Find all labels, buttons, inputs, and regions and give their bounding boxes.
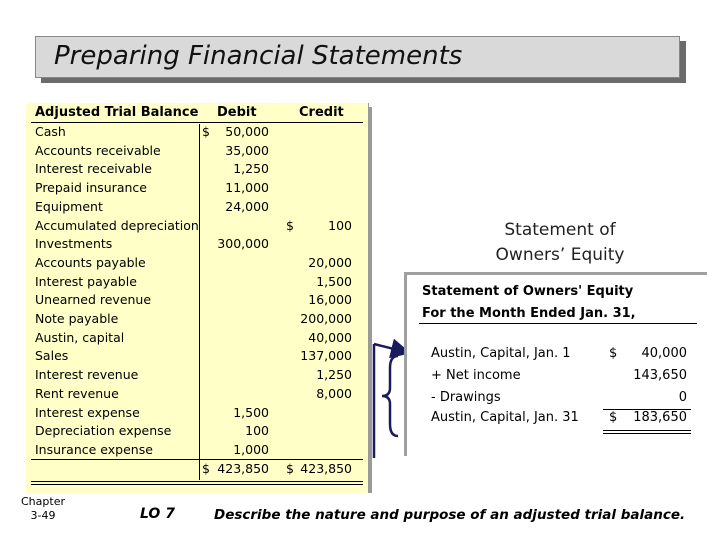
- column-separator: [199, 161, 200, 180]
- double-underline-top: [603, 430, 691, 431]
- table-row: [26, 292, 369, 311]
- column-separator: [199, 311, 200, 330]
- equity-value: 183,650: [633, 410, 687, 425]
- table-row: [26, 143, 369, 162]
- list-item: [407, 410, 707, 430]
- column-separator: [199, 199, 200, 218]
- equity-value: 40,000: [641, 346, 687, 361]
- learning-objective: LO 7: [140, 506, 175, 522]
- credit-amount: 1,250: [316, 367, 352, 383]
- debit-amount: 35,000: [225, 142, 269, 158]
- debit-amount: 50,000: [225, 124, 269, 139]
- credit-amount: 1,500: [316, 273, 352, 289]
- account-name: Insurance expense: [35, 441, 153, 457]
- table-row: [26, 311, 369, 330]
- table-row: [26, 330, 369, 349]
- double-underline-bottom: [603, 433, 691, 434]
- owners-equity-caption: Statement of Owners’ Equity: [495, 220, 625, 265]
- column-separator: [199, 236, 200, 255]
- column-separator: [199, 367, 200, 386]
- column-separator: [199, 405, 200, 424]
- table-row: [26, 348, 369, 367]
- trial-balance-panel: [26, 103, 369, 493]
- chapter-label: [14, 495, 72, 523]
- account-name: Austin, capital: [35, 329, 125, 345]
- subtotal-underline: [603, 409, 691, 410]
- totals-debit: 423,850: [217, 461, 269, 476]
- column-separator: [199, 143, 200, 162]
- table-row: [26, 255, 369, 274]
- debit-amount: 11,000: [225, 180, 269, 196]
- account-name: Investments: [35, 236, 113, 252]
- account-name: Interest expense: [35, 404, 140, 420]
- account-name: Accounts receivable: [35, 142, 161, 158]
- trial-balance-header: Adjusted Trial Balance: [35, 105, 199, 120]
- column-separator: [199, 423, 200, 442]
- credit-amount: 20,000: [308, 254, 352, 270]
- table-row: [26, 274, 369, 293]
- equity-sign: $: [609, 346, 618, 361]
- column-separator: [199, 330, 200, 349]
- totals-row: [26, 461, 369, 480]
- table-row: [26, 161, 369, 180]
- credit-sign: $: [286, 217, 294, 233]
- account-name: Accounts payable: [35, 254, 146, 270]
- table-row: [26, 423, 369, 442]
- credit-amount: 100: [328, 217, 352, 233]
- equity-label: + Net income: [431, 368, 521, 383]
- owners-equity-panel: [407, 276, 707, 456]
- debit-amount: 1,250: [233, 161, 269, 177]
- column-separator: [199, 274, 200, 293]
- equity-sign: $: [609, 410, 618, 425]
- owners-equity-heading: Statement of Owners' Equity: [422, 284, 634, 299]
- totals-rule: [31, 459, 363, 460]
- account-name: Cash: [35, 124, 66, 139]
- table-row: [26, 367, 369, 386]
- owners-equity-rule: [419, 323, 697, 324]
- account-name: Equipment: [35, 198, 103, 214]
- table-row: [26, 199, 369, 218]
- column-separator: [199, 461, 200, 480]
- totals-debit-sign: $: [202, 461, 210, 476]
- debit-amount: 1,500: [233, 404, 269, 420]
- owners-equity-period: For the Month Ended Jan. 31,: [422, 306, 636, 321]
- table-row: [26, 386, 369, 405]
- credit-amount: 16,000: [308, 292, 352, 308]
- equity-label: Austin, Capital, Jan. 1: [431, 346, 571, 361]
- debit-sign: $: [202, 124, 210, 139]
- credit-amount: 200,000: [300, 311, 352, 326]
- column-separator: [199, 348, 200, 367]
- credit-amount: 8,000: [316, 385, 352, 401]
- objective-description: Describe the nature and purpose of an adjusted trial balance.: [214, 507, 686, 523]
- account-name: Unearned revenue: [35, 292, 152, 308]
- title-bar: [35, 36, 680, 78]
- column-separator: [199, 180, 200, 199]
- double-rule-bottom: [31, 484, 363, 485]
- account-name: Rent revenue: [35, 385, 119, 401]
- credit-amount: 137,000: [300, 348, 352, 364]
- header-rule: [31, 122, 363, 123]
- column-separator: [199, 255, 200, 274]
- table-row: [26, 218, 369, 237]
- list-item: [407, 346, 707, 366]
- debit-amount: 300,000: [217, 236, 269, 252]
- account-name: Interest revenue: [35, 367, 139, 383]
- credit-amount: 40,000: [308, 329, 352, 345]
- list-item: [407, 368, 707, 388]
- table-row: [26, 124, 369, 143]
- account-name: Interest receivable: [35, 161, 152, 177]
- account-name: Note payable: [35, 311, 119, 326]
- column-separator: [199, 124, 200, 143]
- debit-amount: 100: [245, 423, 269, 439]
- equity-label: Austin, Capital, Jan. 31: [431, 410, 579, 425]
- column-separator: [199, 386, 200, 405]
- account-name: Depreciation expense: [35, 423, 172, 439]
- totals-credit: 423,850: [300, 461, 352, 476]
- totals-credit-sign: $: [286, 461, 294, 476]
- owners-equity-shadow-top: [405, 272, 707, 275]
- chapter-page: 3-49: [30, 509, 56, 522]
- debit-amount: 1,000: [233, 441, 269, 457]
- account-name: Sales: [35, 348, 69, 364]
- account-name: Accumulated depreciation: [35, 217, 199, 233]
- debit-header: Debit: [217, 105, 257, 120]
- equity-value: 0: [678, 390, 687, 405]
- equity-label: - Drawings: [431, 390, 501, 405]
- debit-amount: 24,000: [225, 198, 269, 214]
- page-title: Preparing Financial Statements: [54, 41, 463, 71]
- column-separator: [199, 218, 200, 237]
- credit-header: Credit: [299, 105, 344, 120]
- chapter-line: Chapter: [21, 495, 65, 508]
- account-name: Interest payable: [35, 273, 137, 289]
- column-separator: [199, 292, 200, 311]
- table-row: [26, 405, 369, 424]
- equity-value: 143,650: [633, 368, 687, 383]
- double-rule-top: [31, 481, 363, 482]
- account-name: Prepaid insurance: [35, 180, 147, 196]
- list-item: [407, 390, 707, 410]
- table-row: [26, 180, 369, 199]
- table-row: [26, 236, 369, 255]
